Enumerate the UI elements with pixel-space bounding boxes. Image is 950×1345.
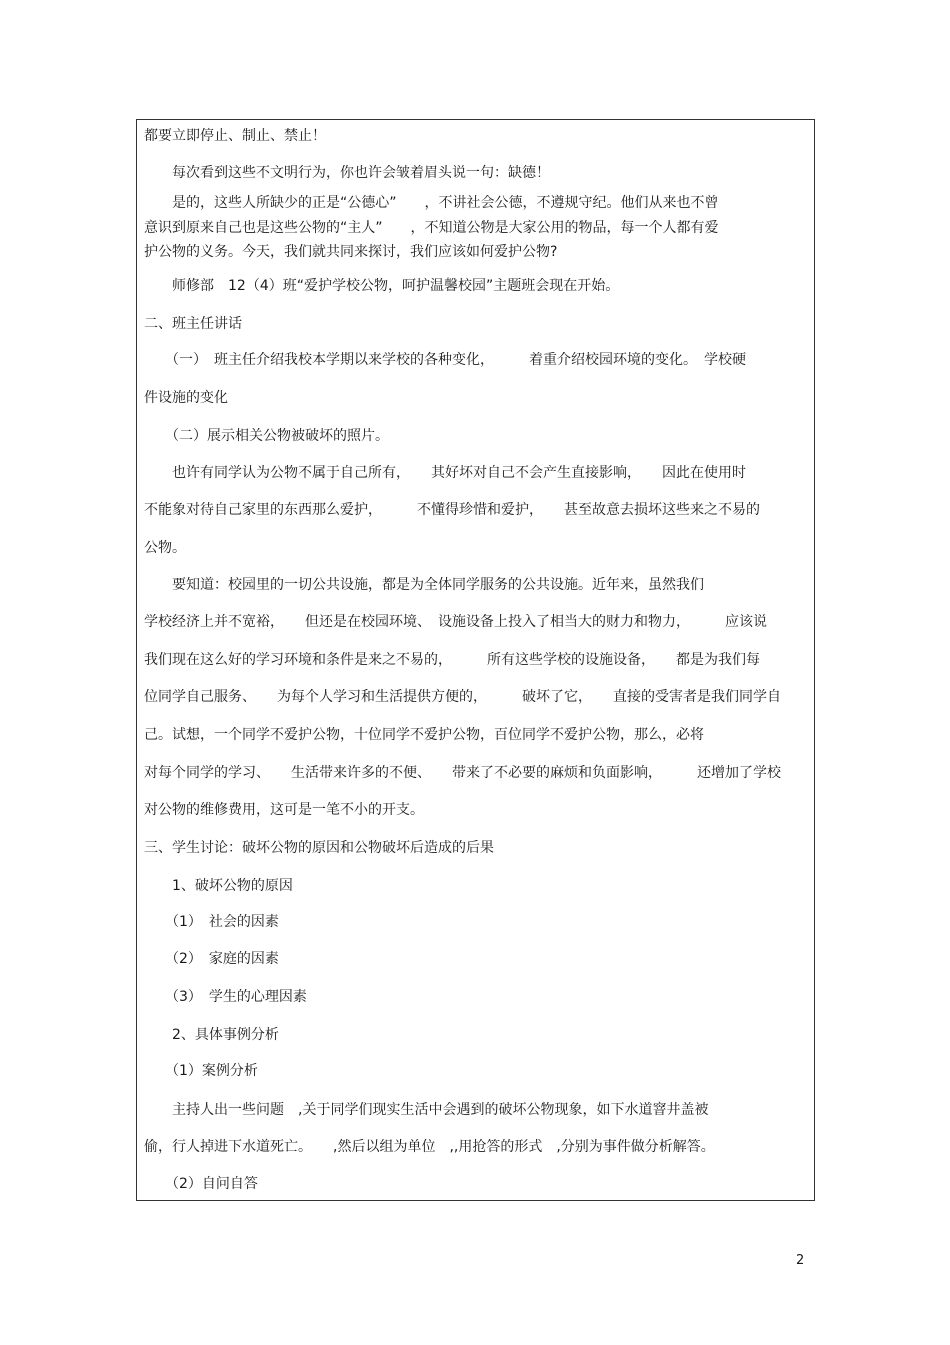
text-line: 我们现在这么好的学习环境和条件是来之不易的， 所有这些学校的设施设备， 都是为我们每	[144, 652, 760, 668]
list-item: （3） 学生的心理因素	[144, 989, 307, 1005]
text-line: 位同学自己服务、 为每个人学习和生活提供方便的， 破坏了它， 直接的受害者是我们同学自	[144, 689, 781, 705]
text-line: 师修部 12（4）班“爱护学校公物，呵护温馨校园”主题班会现在开始。	[144, 278, 620, 294]
text-line: （一） 班主任介绍我校本学期以来学校的各种变化， 着重介绍校园环境的变化。 学校硬	[144, 352, 746, 368]
text-line: （二）展示相关公物被破坏的照片。	[144, 428, 389, 444]
list-item: （2）自问自答	[144, 1176, 258, 1192]
text-line: 要知道：校园里的一切公共设施，都是为全体同学服务的公共设施。近年来，虽然我们	[144, 577, 704, 593]
list-item: （2） 家庭的因素	[144, 951, 279, 967]
text-line: 意识到原来自己也是这些公物的“主人” ，不知道公物是大家公用的物品，每一个人都有爱	[144, 220, 719, 236]
text-line: 公物。	[144, 540, 186, 556]
text-line: 学校经济上并不宽裕， 但还是在校园环境、 设施设备上投入了相当大的财力和物力， 应该说	[144, 614, 767, 630]
text-line: 对公物的维修费用，这可是一笔不小的开支。	[144, 802, 424, 818]
text-line: 也许有同学认为公物不属于自己所有， 其好坏对自己不会产生直接影响， 因此在使用时	[144, 465, 746, 481]
text-line: 不能象对待自己家里的东西那么爱护， 不懂得珍惜和爱护， 甚至故意去损坏这些来之不易的	[144, 502, 760, 518]
list-item: 2、具体事例分析	[144, 1027, 279, 1043]
list-item: （1）案例分析	[144, 1063, 258, 1079]
page-number: 2	[796, 1253, 805, 1268]
text-line: 己。试想，一个同学不爱护公物，十位同学不爱护公物，百位同学不爱护公物，那么，必将	[144, 727, 704, 743]
list-item: （1） 社会的因素	[144, 914, 279, 930]
text-line: 偷，行人掉进下水道死亡。 ,然后以组为单位 ,,用抢答的形式 ,分别为事件做分析解答。	[144, 1139, 715, 1155]
text-line: 对每个同学的学习、 生活带来许多的不便、 带来了不必要的麻烦和负面影响， 还增加了学校	[144, 765, 781, 781]
text-line: 都要立即停止、制止、禁止！	[144, 128, 326, 144]
section-heading: 三、学生讨论：破坏公物的原因和公物破坏后造成的后果	[144, 840, 494, 856]
text-line: 件设施的变化	[144, 390, 228, 406]
text-line: 是的，这些人所缺少的正是“公德心” ，不讲社会公德，不遵规守纪。他们从来也不曾	[144, 195, 719, 211]
section-heading: 二、班主任讲话	[144, 316, 242, 332]
text-line: 护公物的义务。今天，我们就共同来探讨，我们应该如何爱护公物?	[144, 244, 558, 260]
list-item: 1、破坏公物的原因	[144, 878, 293, 894]
text-line: 主持人出一些问题 ,关于同学们现实生活中会遇到的破坏公物现象，如下水道窨井盖被	[144, 1102, 709, 1118]
text-line: 每次看到这些不文明行为，你也许会皱着眉头说一句：缺德！	[144, 165, 550, 181]
